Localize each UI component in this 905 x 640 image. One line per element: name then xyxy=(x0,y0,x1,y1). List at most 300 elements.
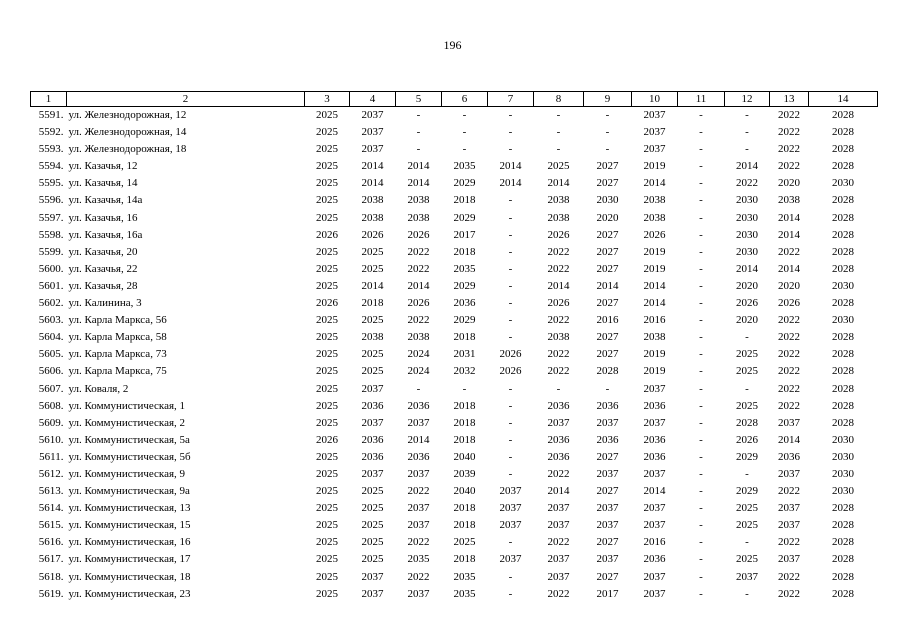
year-cell: - xyxy=(699,382,703,395)
year-cell: - xyxy=(699,211,703,224)
year-cell: 2028 xyxy=(832,587,854,600)
year-cell: 2014 xyxy=(778,228,800,241)
address-cell: ул. Коммунистическая, 5б xyxy=(68,450,191,463)
year-cell: 2022 xyxy=(778,365,800,378)
year-cell: 2016 xyxy=(596,314,619,327)
year-cell: 2022 xyxy=(778,143,800,156)
year-cell: 2037 xyxy=(361,109,384,121)
year-cell: 2036 xyxy=(361,450,384,463)
year-cell: 2028 xyxy=(832,348,854,361)
year-cell: 2014 xyxy=(547,279,570,292)
year-cell: 2037 xyxy=(778,519,800,532)
year-cell: 2027 xyxy=(596,485,619,498)
year-cell: - xyxy=(699,502,703,515)
data-table xyxy=(30,91,878,603)
year-cell: 2027 xyxy=(596,245,619,258)
year-cell: - xyxy=(508,467,513,480)
year-cell: - xyxy=(699,433,703,446)
year-cell: 2018 xyxy=(453,433,476,446)
year-cell: 2036 xyxy=(407,450,430,463)
year-cell: - xyxy=(508,416,513,429)
year-cell: 2025 xyxy=(316,467,338,480)
year-cell: - xyxy=(699,536,703,549)
year-cell: 2036 xyxy=(643,553,666,566)
year-cell: - xyxy=(556,382,561,395)
year-cell: 2037 xyxy=(643,570,666,583)
page-number: 196 xyxy=(443,38,462,52)
address-cell: ул. Коммунистическая, 18 xyxy=(68,570,191,583)
year-cell: 2038 xyxy=(547,211,570,224)
year-cell: 2030 xyxy=(596,194,619,207)
address-cell: ул. Казачья, 20 xyxy=(68,245,138,258)
year-cell: 2026 xyxy=(407,228,430,241)
year-cell: 2030 xyxy=(832,433,854,446)
year-cell: - xyxy=(508,126,513,139)
year-cell: 2030 xyxy=(832,450,854,463)
year-cell: 2026 xyxy=(316,228,338,241)
year-cell: 2025 xyxy=(547,160,570,173)
year-cell: 2022 xyxy=(778,331,800,344)
year-cell: 2028 xyxy=(832,245,854,258)
year-cell: 2037 xyxy=(361,126,384,139)
row-number: 5612. xyxy=(38,467,64,480)
year-cell: 2028 xyxy=(832,399,854,412)
row-number: 5610. xyxy=(38,433,64,446)
year-cell: 2018 xyxy=(361,297,384,310)
column-header-9: 9 xyxy=(584,92,632,107)
year-cell: 2038 xyxy=(778,194,800,207)
year-cell: 2027 xyxy=(596,348,619,361)
column-header-5: 5 xyxy=(396,92,442,107)
year-cell: 2037 xyxy=(596,416,619,429)
year-cell: - xyxy=(745,331,749,344)
year-cell: 2025 xyxy=(316,570,338,583)
year-cell: 2026 xyxy=(316,433,338,446)
year-cell: 2028 xyxy=(832,228,854,241)
address-cell: ул. Железнодорожная, 14 xyxy=(68,126,187,139)
row-number: 5601. xyxy=(38,279,64,292)
year-cell: 2027 xyxy=(596,331,619,344)
row-number: 5619. xyxy=(38,587,64,600)
year-cell: 2025 xyxy=(316,314,338,327)
year-cell: 2025 xyxy=(316,348,338,361)
year-cell: 2019 xyxy=(643,348,666,361)
year-cell: 2014 xyxy=(596,279,619,292)
year-cell: 2026 xyxy=(643,228,666,241)
year-cell: 2037 xyxy=(361,382,384,395)
year-cell: 2038 xyxy=(643,331,666,344)
year-cell: 2036 xyxy=(547,399,570,412)
row-number: 5617. xyxy=(38,553,64,566)
year-cell: 2014 xyxy=(778,211,800,224)
year-cell: 2037 xyxy=(596,519,619,532)
year-cell: 2036 xyxy=(361,399,384,412)
year-cell: 2040 xyxy=(453,485,476,498)
year-cell: 2037 xyxy=(407,467,430,480)
row-number: 5616. xyxy=(38,536,64,549)
year-cell: 2025 xyxy=(361,365,384,378)
year-cell: - xyxy=(745,467,749,480)
address-cell: ул. Коммунистическая, 9 xyxy=(68,467,186,480)
column-header-12: 12 xyxy=(725,92,770,107)
year-cell: 2022 xyxy=(547,314,570,327)
year-cell: - xyxy=(699,416,703,429)
year-cell: 2025 xyxy=(316,382,338,395)
year-cell: - xyxy=(699,228,703,241)
table-row xyxy=(31,346,878,363)
year-cell: - xyxy=(699,194,703,207)
year-cell: 2025 xyxy=(453,536,476,549)
table-row xyxy=(31,569,878,586)
year-cell: 2037 xyxy=(361,143,384,156)
year-cell: 2028 xyxy=(832,126,854,139)
table-row xyxy=(31,192,878,209)
year-cell: 2037 xyxy=(407,502,430,515)
table-row xyxy=(31,210,878,227)
year-cell: 2020 xyxy=(778,177,800,190)
table-row xyxy=(31,500,878,517)
table-row xyxy=(31,449,878,466)
row-number: 5597. xyxy=(38,211,64,224)
year-cell: 2029 xyxy=(736,485,758,498)
year-cell: 2025 xyxy=(361,553,384,566)
column-header-3: 3 xyxy=(305,92,350,107)
address-cell: ул. Коммунистическая, 17 xyxy=(68,553,191,566)
year-cell: 2038 xyxy=(361,194,384,207)
year-cell: 2028 xyxy=(832,211,854,224)
row-number: 5615. xyxy=(38,519,64,532)
year-cell: 2022 xyxy=(778,126,800,139)
address-cell: ул. Казачья, 14а xyxy=(68,194,143,207)
table-row xyxy=(31,466,878,483)
year-cell: 2025 xyxy=(361,485,384,498)
year-cell: 2025 xyxy=(316,399,338,412)
year-cell: 2027 xyxy=(596,450,619,463)
year-cell: 2025 xyxy=(316,143,338,156)
year-cell: 2024 xyxy=(407,348,430,361)
table-row xyxy=(31,398,878,415)
year-cell: - xyxy=(508,279,513,292)
year-cell: 2014 xyxy=(547,485,570,498)
year-cell: - xyxy=(462,382,467,395)
table-header-row xyxy=(31,92,878,107)
year-cell: 2025 xyxy=(736,502,758,515)
row-number: 5593. xyxy=(38,143,64,156)
year-cell: 2025 xyxy=(316,194,338,207)
year-cell: 2025 xyxy=(316,160,338,173)
year-cell: 2037 xyxy=(547,416,570,429)
table-row xyxy=(31,432,878,449)
row-number: 5611. xyxy=(39,450,64,463)
year-cell: 2030 xyxy=(832,177,854,190)
year-cell: - xyxy=(508,536,513,549)
year-cell: 2014 xyxy=(643,485,666,498)
year-cell: 2039 xyxy=(453,467,476,480)
address-cell: ул. Карла Маркса, 56 xyxy=(68,314,167,327)
year-cell: 2028 xyxy=(832,519,854,532)
year-cell: 2025 xyxy=(736,348,758,361)
column-header-14: 14 xyxy=(809,92,878,107)
year-cell: - xyxy=(699,245,703,258)
year-cell: 2018 xyxy=(453,553,476,566)
year-cell: 2022 xyxy=(778,109,800,121)
year-cell: 2026 xyxy=(547,297,570,310)
year-cell: - xyxy=(745,126,749,139)
year-cell: 2022 xyxy=(778,570,800,583)
year-cell: 2019 xyxy=(643,365,666,378)
row-number: 5608. xyxy=(38,399,64,412)
year-cell: 2030 xyxy=(832,485,854,498)
year-cell: 2037 xyxy=(361,467,384,480)
year-cell: 2022 xyxy=(778,536,800,549)
year-cell: 2028 xyxy=(832,365,854,378)
year-cell: - xyxy=(699,399,703,412)
table-row xyxy=(31,124,878,141)
row-number: 5591. xyxy=(38,109,64,121)
table-row xyxy=(31,107,878,125)
year-cell: - xyxy=(508,194,513,207)
year-cell: 2037 xyxy=(736,570,758,583)
year-cell: - xyxy=(699,467,703,480)
year-cell: 2025 xyxy=(316,587,338,600)
year-cell: 2022 xyxy=(547,536,570,549)
row-number: 5603. xyxy=(38,314,64,327)
year-cell: 2030 xyxy=(832,314,854,327)
year-cell: 2025 xyxy=(316,177,338,190)
year-cell: - xyxy=(508,228,513,241)
row-number: 5618. xyxy=(38,570,64,583)
year-cell: - xyxy=(508,143,513,156)
row-number: 5609. xyxy=(38,416,64,429)
year-cell: 2022 xyxy=(547,245,570,258)
year-cell: - xyxy=(699,143,703,156)
year-cell: 2036 xyxy=(643,433,666,446)
year-cell: - xyxy=(699,570,703,583)
address-cell: ул. Казачья, 12 xyxy=(68,160,138,173)
table-row xyxy=(31,551,878,568)
year-cell: - xyxy=(556,126,561,139)
year-cell: 2030 xyxy=(736,211,758,224)
year-cell: 2027 xyxy=(596,262,619,275)
year-cell: 2028 xyxy=(832,416,854,429)
year-cell: - xyxy=(508,245,513,258)
year-cell: 2038 xyxy=(547,331,570,344)
year-cell: 2027 xyxy=(596,160,619,173)
year-cell: 2025 xyxy=(361,314,384,327)
year-cell: 2038 xyxy=(361,331,384,344)
year-cell: 2037 xyxy=(499,519,522,532)
year-cell: 2036 xyxy=(453,297,476,310)
year-cell: 2026 xyxy=(407,297,430,310)
year-cell: - xyxy=(508,211,513,224)
year-cell: 2022 xyxy=(778,587,800,600)
year-cell: 2014 xyxy=(499,177,522,190)
year-cell: - xyxy=(699,160,703,173)
column-header-11: 11 xyxy=(678,92,725,107)
year-cell: - xyxy=(508,570,513,583)
year-cell: 2014 xyxy=(499,160,522,173)
year-cell: - xyxy=(605,126,610,139)
year-cell: 2031 xyxy=(453,348,476,361)
year-cell: 2037 xyxy=(778,467,800,480)
year-cell: 2026 xyxy=(499,365,522,378)
table-row xyxy=(31,261,878,278)
year-cell: - xyxy=(416,382,421,395)
table-row xyxy=(31,312,878,329)
column-header-2: 2 xyxy=(67,92,305,107)
year-cell: 2016 xyxy=(643,314,666,327)
year-cell: - xyxy=(462,126,467,139)
year-cell: 2028 xyxy=(832,536,854,549)
year-cell: 2025 xyxy=(361,536,384,549)
year-cell: 2022 xyxy=(547,365,570,378)
year-cell: 2037 xyxy=(499,553,522,566)
year-cell: 2037 xyxy=(547,519,570,532)
year-cell: 2028 xyxy=(832,331,854,344)
column-header-8: 8 xyxy=(534,92,584,107)
year-cell: 2028 xyxy=(832,382,854,395)
year-cell: 2026 xyxy=(778,297,800,310)
year-cell: 2028 xyxy=(832,297,854,310)
year-cell: 2037 xyxy=(643,382,666,395)
year-cell: 2037 xyxy=(778,502,800,515)
year-cell: 2025 xyxy=(361,245,384,258)
year-cell: - xyxy=(699,365,703,378)
table-row xyxy=(31,415,878,432)
year-cell: 2037 xyxy=(407,587,430,600)
row-number: 5606. xyxy=(38,365,64,378)
table-row xyxy=(31,517,878,534)
column-header-1: 1 xyxy=(31,92,67,107)
address-cell: ул. Коммунистическая, 15 xyxy=(68,519,191,532)
table-row xyxy=(31,586,878,603)
year-cell: - xyxy=(699,519,703,532)
address-cell: ул. Казачья, 16 xyxy=(68,211,138,224)
year-cell: 2018 xyxy=(453,194,476,207)
year-cell: 2022 xyxy=(547,262,570,275)
year-cell: 2026 xyxy=(547,228,570,241)
address-cell: ул. Коваля, 2 xyxy=(68,382,129,395)
year-cell: 2018 xyxy=(453,399,476,412)
year-cell: - xyxy=(745,382,749,395)
year-cell: 2014 xyxy=(361,160,384,173)
year-cell: 2037 xyxy=(596,467,619,480)
year-cell: 2036 xyxy=(643,450,666,463)
year-cell: 2036 xyxy=(596,433,619,446)
year-cell: 2037 xyxy=(596,553,619,566)
year-cell: 2037 xyxy=(643,126,666,139)
table-row xyxy=(31,363,878,380)
year-cell: 2025 xyxy=(316,262,338,275)
address-cell: ул. Казачья, 14 xyxy=(68,177,138,190)
year-cell: 2022 xyxy=(778,485,800,498)
year-cell: 2026 xyxy=(316,297,338,310)
column-header-7: 7 xyxy=(488,92,534,107)
row-number: 5605. xyxy=(38,348,64,361)
year-cell: 2037 xyxy=(778,416,800,429)
year-cell: - xyxy=(556,143,561,156)
year-cell: 2027 xyxy=(596,536,619,549)
year-cell: - xyxy=(699,279,703,292)
year-cell: 2025 xyxy=(361,262,384,275)
year-cell: 2022 xyxy=(778,245,800,258)
address-cell: ул. Коммунистическая, 16 xyxy=(68,536,191,549)
table-row xyxy=(31,381,878,398)
year-cell: 2038 xyxy=(361,211,384,224)
row-number: 5613. xyxy=(38,485,64,498)
year-cell: 2030 xyxy=(832,467,854,480)
year-cell: - xyxy=(699,126,703,139)
year-cell: 2029 xyxy=(453,279,476,292)
year-cell: 2036 xyxy=(407,399,430,412)
table-row xyxy=(31,278,878,295)
year-cell: 2022 xyxy=(407,536,430,549)
year-cell: 2022 xyxy=(407,245,430,258)
year-cell: 2037 xyxy=(643,519,666,532)
year-cell: 2028 xyxy=(832,502,854,515)
address-cell: ул. Карла Маркса, 58 xyxy=(68,331,167,344)
year-cell: 2037 xyxy=(499,502,522,515)
year-cell: 2018 xyxy=(453,245,476,258)
year-cell: - xyxy=(745,143,749,156)
year-cell: 2014 xyxy=(736,160,758,173)
year-cell: 2025 xyxy=(736,519,758,532)
year-cell: - xyxy=(699,485,703,498)
row-number: 5596. xyxy=(38,194,64,207)
year-cell: - xyxy=(556,109,561,121)
year-cell: 2025 xyxy=(361,519,384,532)
year-cell: - xyxy=(508,450,513,463)
year-cell: 2022 xyxy=(407,314,430,327)
year-cell: 2037 xyxy=(499,485,522,498)
address-cell: ул. Казачья, 28 xyxy=(68,279,138,292)
year-cell: 2038 xyxy=(643,194,666,207)
year-cell: 2025 xyxy=(316,365,338,378)
year-cell: - xyxy=(462,109,467,121)
year-cell: - xyxy=(462,143,467,156)
address-cell: ул. Коммунистическая, 13 xyxy=(68,502,191,515)
year-cell: 2037 xyxy=(643,416,666,429)
year-cell: 2014 xyxy=(778,433,800,446)
year-cell: 2020 xyxy=(736,279,758,292)
year-cell: 2036 xyxy=(596,399,619,412)
year-cell: 2014 xyxy=(643,279,666,292)
year-cell: 2038 xyxy=(407,211,430,224)
year-cell: 2038 xyxy=(407,194,430,207)
year-cell: 2014 xyxy=(407,433,430,446)
year-cell: 2028 xyxy=(596,365,619,378)
year-cell: 2022 xyxy=(407,485,430,498)
year-cell: 2014 xyxy=(361,279,384,292)
year-cell: 2027 xyxy=(596,177,619,190)
year-cell: 2020 xyxy=(736,314,758,327)
column-header-13: 13 xyxy=(770,92,809,107)
year-cell: 2018 xyxy=(453,502,476,515)
year-cell: 2016 xyxy=(643,536,666,549)
address-cell: ул. Карла Маркса, 73 xyxy=(68,348,167,361)
address-cell: ул. Коммунистическая, 5а xyxy=(68,433,190,446)
address-cell: ул. Коммунистическая, 23 xyxy=(68,587,191,600)
year-cell: 2025 xyxy=(736,399,758,412)
year-cell: 2026 xyxy=(361,228,384,241)
address-cell: ул. Железнодорожная, 18 xyxy=(68,143,187,156)
year-cell: 2022 xyxy=(547,587,570,600)
year-cell: 2037 xyxy=(643,143,666,156)
year-cell: 2019 xyxy=(643,160,666,173)
year-cell: 2014 xyxy=(778,262,800,275)
table-row xyxy=(31,534,878,551)
year-cell: 2022 xyxy=(407,262,430,275)
